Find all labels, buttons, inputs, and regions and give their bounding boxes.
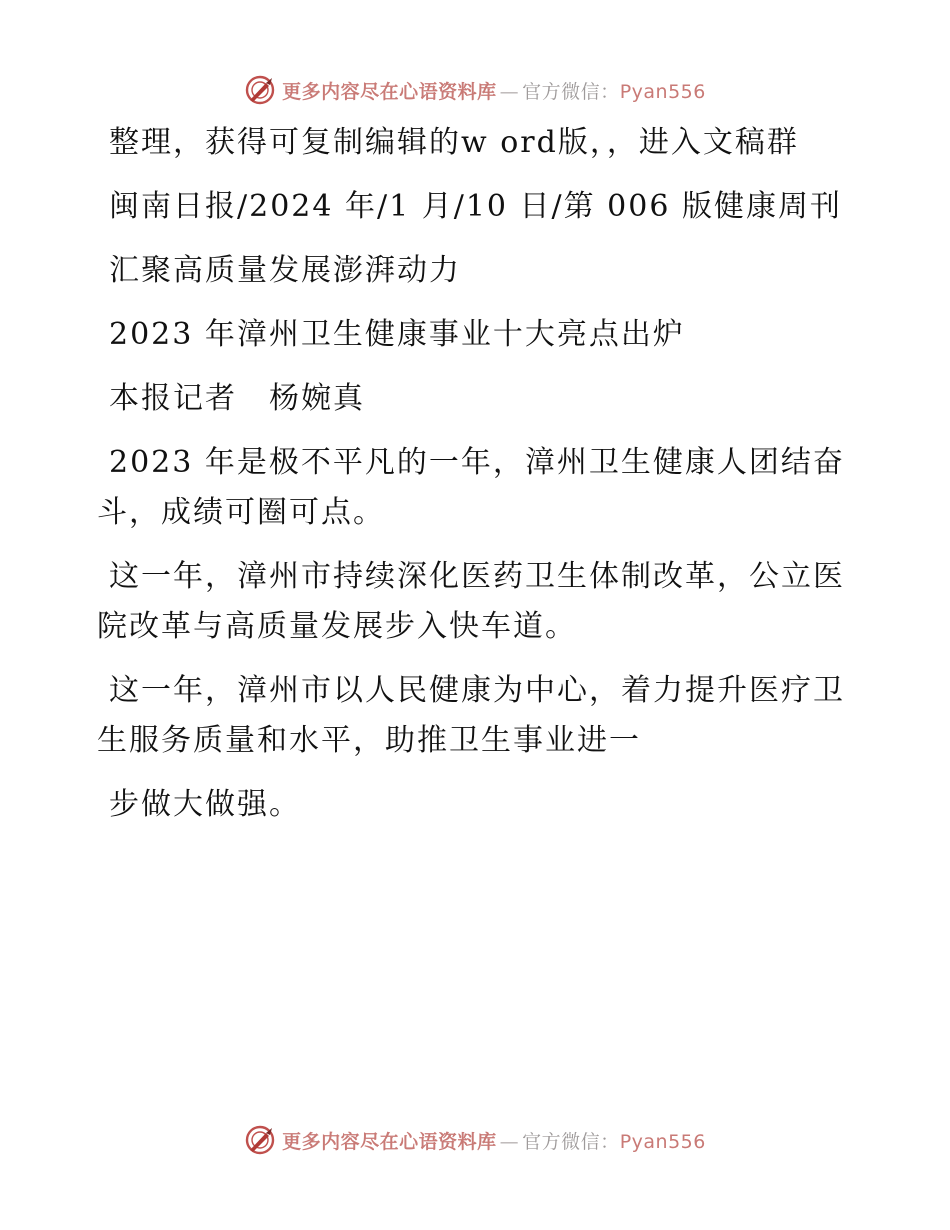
article-byline: 本报记者 杨婉真 bbox=[109, 381, 365, 416]
paragraph-body-4: 步做大做强。 bbox=[109, 787, 301, 822]
paragraph-source: 闽南日报/2024 年/1 月/10 日/第 006 版健康周刊 bbox=[109, 189, 842, 224]
paragraph-body-1: 2023 年是极不平凡的一年，漳州卫生健康人团结奋斗，成绩可圈可点。 bbox=[97, 445, 845, 530]
paragraph-body-2: 这一年，漳州市持续深化医药卫生体制改革，公立医院改革与高质量发展步入快车道。 bbox=[97, 559, 845, 644]
header-watermark-banner bbox=[0, 70, 950, 110]
article-headline: 汇聚高质量发展澎湃动力 bbox=[109, 253, 461, 288]
paragraph-body-3: 这一年，漳州市以人民健康为中心，着力提升医疗卫生服务质量和水平，助推卫生事业进一 bbox=[97, 673, 845, 758]
footer-watermark-banner bbox=[0, 1120, 950, 1160]
watermark-text: 更多内容尽在心语资料库 — 官方微信：Pyan556 bbox=[282, 80, 706, 103]
document-body bbox=[97, 118, 857, 830]
article-subheadline: 2023 年漳州卫生健康事业十大亮点出炉 bbox=[109, 317, 685, 352]
paragraph-intro: 整理，获得可复制编辑的w ord版，，进入文稿群 bbox=[109, 125, 799, 160]
quill-logo-icon bbox=[244, 1124, 276, 1156]
quill-logo-icon bbox=[244, 74, 276, 106]
watermark-text: 更多内容尽在心语资料库 — 官方微信：Pyan556 bbox=[282, 1130, 706, 1153]
